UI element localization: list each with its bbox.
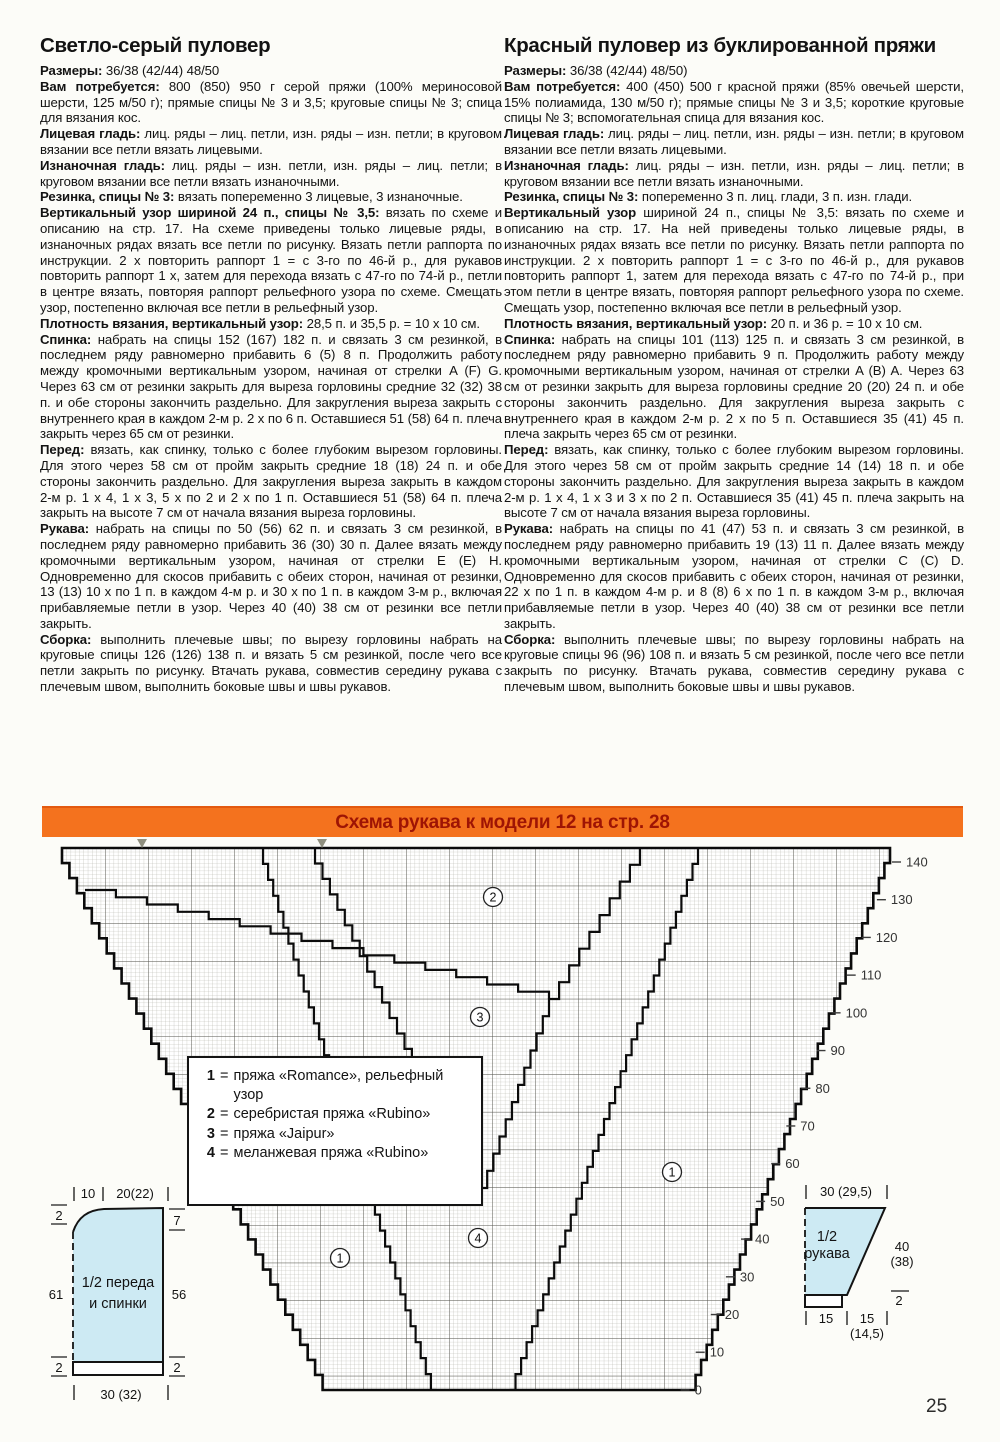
instruction-paragraph — [40, 63, 502, 79]
article-body — [504, 63, 964, 695]
paragraph-lead: Размеры: — [40, 63, 103, 78]
paragraph-lead: Резинка, спицы № 3: — [504, 189, 639, 205]
instruction-paragraph — [504, 316, 964, 332]
measure-bottom-right-alt: (14,5) — [850, 1326, 884, 1341]
paragraph-lead: Спинка: — [40, 331, 92, 347]
article-red-pullover — [504, 34, 964, 695]
legend-key: 2 — [206, 1106, 215, 1122]
paragraph-text: 800 (850) 950 г серой пряжи (100% мериносовой шерсти, 125 м/50 г); прямые спицы № 3 и 3,5; круговые спицы № 3; спица для вязания кос. — [40, 78, 502, 126]
legend-label: пряжа «Jaipur» — [233, 1125, 335, 1142]
paragraph-lead: Плотность вязания, вертикальный узор: — [40, 315, 304, 331]
instruction-paragraph — [40, 316, 502, 332]
paragraph-lead: Плотность вязания, вертикальный узор: — [504, 315, 768, 331]
paragraph-text: набрать на спицы 101 (113) 125 п. и связать 3 см резинкой, в последнем ряду равномерно прибавить 9 п. Продолжить работу между кромочными вертикальным узором, начиная от стрелки A (B) A. Через 63 см от резинки закрыть для выреза горловины средние 20 (20) 24 п. и обе стороны закончить раздельно. Для закругления выреза закрыть с внутреннего края в каждом 2-м р. 2 х по 5 п. Оставшиеся 35 (41) 45 п. плеча закрыть через 65 см от резинки. — [504, 331, 964, 442]
paragraph-text: набрать на спицы по 41 (47) 53 п. и связать 3 см резинкой, в последнем ряду равномерно прибавить 19 (13) 11 п. Далее вязать между кромочными вертикальным узором, начиная от стрелки C (C) D. Одновременно для скосов прибавить с обеих сторон, начиная от резинки, 22 х по 1 п. в каждом 4-м р. и 8 (8) 6 х по 1 п. в каждом 3-м р., включая прибавляемые петли в узор. Через 40 (40) 38 см от резинки все петли закрыть. — [504, 521, 964, 631]
paragraph-text: попеременно 3 п. лиц. глади, 3 п. изн. глади. — [641, 189, 913, 205]
legend-item — [203, 1144, 473, 1163]
paragraph-lead: Резинка, спицы № 3: — [40, 189, 175, 205]
paragraph-text: лиц. ряды – лиц. петли, изн. ряды – изн. петли; в круговом вязании все петли вязать лицевыми. — [40, 126, 502, 157]
measure-bottom-width: 30 (32) — [100, 1387, 142, 1402]
front-back-schematic — [40, 1183, 255, 1433]
legend-key: 4 — [206, 1145, 215, 1161]
paragraph-text: 28,5 п. и 35,5 р. = 10 х 10 см. — [306, 315, 480, 331]
region-badge-number: 3 — [476, 1010, 484, 1025]
paragraph-text: выполнить плечевые швы; по вырезу горловины набрать на круговые спицы 96 (96) 108 п. и вязать 5 см резинкой, после чего все петли закрыть по рисунку. Втачать рукава, совместив середину рукава с плечевым швом, выполнить боковые швы и швы рукавов. — [504, 631, 964, 695]
paragraph-text: шириной 24 п., спицы № 3,5: вязать по схеме и описанию на стр. 17. На ней приведены только лицевые ряды, в изнаночных рядах вязать все петли по рисунку. Вязать петли раппорта по инструкции. 2 х повторить раппорт 1 = с 3-го по 46-й р., для рукавов повторить раппорт 1, затем для перехода вязать с 47-го по 74-й р., при этом петли в центре вязать, повторяя раппорт рельефного узора по схеме. Смещать узор, постепенно включая все петли в рельефный узор. — [504, 205, 964, 315]
paragraph-lead: Вам потребуется: — [504, 78, 621, 94]
article-title: Светло-серый пуловер — [40, 34, 271, 57]
paragraph-lead: Рукава: — [40, 521, 90, 537]
row-label: 0 — [694, 1382, 702, 1398]
instruction-paragraph — [504, 521, 964, 632]
front-back-ribbing — [73, 1362, 163, 1375]
instruction-paragraph — [504, 63, 964, 79]
instruction-paragraph — [504, 632, 964, 695]
instruction-paragraph — [504, 442, 964, 521]
paragraph-lead: Перед: — [504, 442, 549, 458]
paragraph-lead: Вам потребуется: — [40, 78, 160, 94]
paragraph-text: лиц. ряды – изн. петли, изн. ряды – лиц. петли; в круговом вязании все петли вязать изнаночными. — [504, 157, 964, 189]
instruction-paragraph — [504, 205, 964, 316]
instruction-paragraph — [504, 332, 964, 443]
measure-top-left: 10 — [80, 1186, 96, 1201]
schematic-label-line1: 1/2 переда — [81, 1275, 155, 1291]
paragraph-text: вязать по схеме и описанию на стр. 17. На схеме приведены только лицевые ряды, в изнаночных рядах вязать все петли по рисунку. Вязать петли раппорта по инструкции. 2 х повторить раппорт 1 = с 3-го по 46-й р., для рукавов повторить раппорт 1 х, затем для перехода вязать с 47-го по 74-й р., петли в центре вязать, повторяя раппорт рельефного узора по схеме. Смещать узор, постепенно включая все петли в рельефный узор. — [40, 205, 502, 315]
paragraph-lead: Изнаночная гладь: — [504, 157, 629, 173]
paragraph-text: набрать на спицы 152 (167) 182 п. и связать 3 см резинкой, в последнем ряду равномерно прибавить 6 (5) 8 п. Продолжить работу между кромочными вертикальным узором, начиная от стрелки A (F) G. Через 63 см от резинки закрыть для выреза горловины средние 32 (32) 38 п. и обе стороны закончить раздельно. Для закругления выреза закрыть с внутреннего края в каждом 2-м р. 2 х по 6 п. Оставшиеся 51 (58) 64 п. плеча закрыть через 65 см от резинки. — [40, 331, 502, 442]
legend-item — [203, 1105, 473, 1124]
row-label: 100 — [845, 1005, 868, 1021]
measure-right-height: 56 — [171, 1287, 187, 1302]
legend-label: пряжа «Romance», рельефный узор — [233, 1068, 444, 1103]
region-badge-number: 4 — [474, 1231, 482, 1246]
row-label: 30 — [739, 1269, 755, 1285]
paragraph-text: выполнить плечевые швы; по вырезу горловины набрать на круговые спицы 126 (126) 138 п. и вязать 5 см резинкой, после чего все петли закрыть по рисунку. Втачать рукава, совместив середину рукава с плечевым швом, выполнить боковые швы и швы рукавов. — [40, 631, 502, 695]
row-label: 90 — [830, 1043, 845, 1059]
row-label: 110 — [860, 967, 882, 983]
measure-top-right: 20(22) — [116, 1186, 154, 1201]
paragraph-text: вязать попеременно 3 лицевые, 3 изнаночные. — [177, 189, 463, 205]
row-label: 120 — [875, 929, 898, 945]
paragraph-text: вязать, как спинку, только с более глубоким вырезом горловины. Для этого через 58 см от пройм закрыть средние 18 (18) 24 п. и обе стороны закончить раздельно. Для закругления выреза закрыть в каждом 2-м р. 1 х 4, 1 х 3, 5 х по 2 и 2 х по 1 п. Оставшиеся 51 (58) 64 п. плеча закрыть на высоте 7 см от начала вязания выреза горловины. — [40, 442, 502, 521]
schematic-label-line2: рукава — [804, 1246, 850, 1262]
region-badge-number: 2 — [489, 890, 497, 905]
measure-neck-depth: 7 — [173, 1213, 181, 1228]
legend-label: меланжевая пряжа «Rubino» — [233, 1145, 429, 1161]
row-label: 80 — [815, 1080, 830, 1096]
measure-right-rib: 2 — [173, 1360, 181, 1375]
sleeve-ribbing — [805, 1295, 842, 1307]
instruction-paragraph — [504, 158, 964, 190]
legend-items — [203, 1067, 473, 1163]
sleeve-schematic — [785, 1183, 950, 1353]
start-arrow-icon — [137, 839, 147, 848]
article-grey-pullover — [40, 34, 502, 695]
start-arrow-icon — [317, 839, 327, 848]
measure-sleeve-length-alt: (38) — [890, 1254, 914, 1269]
row-label: 60 — [785, 1156, 800, 1172]
paragraph-text: 36/38 (42/44) 48/50) — [569, 63, 688, 78]
row-label: 130 — [890, 892, 913, 908]
paragraph-text: 400 (450) 500 г красной пряжи (85% овечьей шерсти, 15% полиамида, 130 м/50 г); прямые спицы № 3 и 3,5; короткие круговые спицы № 3; вспомогательная спица для вязания кос. — [504, 78, 964, 126]
row-label: 140 — [906, 854, 928, 870]
article-body — [40, 63, 502, 695]
instruction-paragraph — [40, 158, 502, 190]
paragraph-text: 20 п. и 36 р. = 10 х 10 см. — [770, 315, 923, 331]
legend-label: серебристая пряжа «Rubino» — [233, 1106, 431, 1122]
measure-bottom-left: 15 — [818, 1311, 834, 1326]
chart-banner — [42, 806, 963, 837]
row-label: 70 — [800, 1118, 815, 1134]
paragraph-text: набрать на спицы по 50 (56) 62 п. и связать 3 см резинкой, в последнем ряду равномерно прибавить 36 (30) 30 п. Далее вязать между кромочными вертикальным узором, начиная от стрелки E (E) H. Одновременно для скосов прибавить с обеих сторон, начиная от резинки, 13 (13) 10 х по 1 п. в каждом 4-м р. и 30 х по 1 п. в каждом 3-м р., включая прибавляемые петли в узор. Через 40 (40) 38 см от резинки все петли закрыть. — [40, 521, 502, 631]
paragraph-lead: Вертикальный узор — [504, 205, 637, 221]
page-number: 25 — [926, 1396, 948, 1417]
measure-top-width: 30 (29,5) — [819, 1184, 873, 1199]
legend-item — [203, 1067, 473, 1104]
legend-equals: = — [220, 1068, 229, 1084]
instruction-paragraph — [40, 332, 502, 443]
paragraph-lead: Размеры: — [504, 63, 567, 78]
legend-equals: = — [220, 1106, 229, 1122]
paragraph-lead: Сборка: — [40, 631, 92, 647]
measure-bottom-right: 15 — [859, 1311, 875, 1326]
schematic-label-line2: и спинки — [89, 1296, 147, 1312]
measure-sleeve-rib: 2 — [895, 1293, 903, 1308]
paragraph-lead: Перед: — [40, 442, 85, 458]
instruction-paragraph — [40, 79, 502, 126]
instruction-paragraph — [40, 205, 502, 316]
schematic-label-line1: 1/2 — [816, 1229, 838, 1245]
paragraph-text: вязать, как спинку, только с более глубоким вырезом горловины. Для этого через 58 см от пройм закрыть средние 14 (14) 18 п. и обе стороны закончить раздельно. Для закругления выреза закрыть в каждом 2-м р. 1 х 4, 1 х 3 и 3 х по 2 п. Оставшиеся 35 (41) 45 п. плеча закрыть на высоте 7 см от начала вязания выреза горловины. — [504, 442, 964, 521]
instruction-paragraph — [504, 189, 964, 205]
paragraph-lead: Сборка: — [504, 631, 556, 647]
measure-left-rib: 2 — [55, 1208, 63, 1223]
instruction-paragraph — [504, 79, 964, 126]
legend-equals: = — [220, 1145, 229, 1161]
paragraph-text: 36/38 (42/44) 48/50 — [105, 63, 220, 78]
paragraph-text: лиц. ряды – лиц. петли, изн. ряды – изн. петли; в круговом вязании все петли вязать лицевыми. — [504, 126, 964, 157]
region-badge-number: 1 — [336, 1251, 344, 1266]
measure-left-height: 61 — [48, 1287, 64, 1302]
paragraph-lead: Лицевая гладь: — [504, 126, 605, 142]
article-title: Красный пуловер из буклированной пряжи — [504, 34, 936, 57]
measure-left-rib-bottom: 2 — [55, 1360, 63, 1375]
instruction-paragraph — [40, 126, 502, 158]
region-badge-number: 1 — [668, 1165, 676, 1180]
row-label: 20 — [724, 1307, 740, 1323]
instruction-paragraph — [40, 521, 502, 632]
paragraph-lead: Рукава: — [504, 521, 554, 537]
instruction-paragraph — [504, 126, 964, 158]
paragraph-lead: Лицевая гладь: — [40, 126, 141, 142]
paragraph-lead: Спинка: — [504, 331, 556, 347]
paragraph-lead: Вертикальный узор шириной 24 п., спицы № 3,5: — [40, 205, 380, 221]
row-label: 50 — [770, 1193, 785, 1209]
instruction-paragraph — [40, 442, 502, 521]
measure-sleeve-length: 40 — [894, 1239, 910, 1254]
row-label: 10 — [709, 1344, 725, 1360]
instruction-paragraph — [40, 189, 502, 205]
legend-item — [203, 1125, 473, 1144]
legend-equals: = — [220, 1125, 229, 1142]
row-label: 40 — [755, 1231, 770, 1247]
instruction-paragraph — [40, 632, 502, 695]
legend-key: 1 — [206, 1068, 215, 1084]
paragraph-text: лиц. ряды – изн. петли, изн. ряды – лиц. петли; в круговом вязании все петли вязать изнаночными. — [40, 157, 502, 189]
legend-key: 3 — [206, 1125, 215, 1142]
paragraph-lead: Изнаночная гладь: — [40, 157, 165, 173]
chart-banner-title: Схема рукава к модели 12 на стр. 28 — [335, 811, 670, 833]
